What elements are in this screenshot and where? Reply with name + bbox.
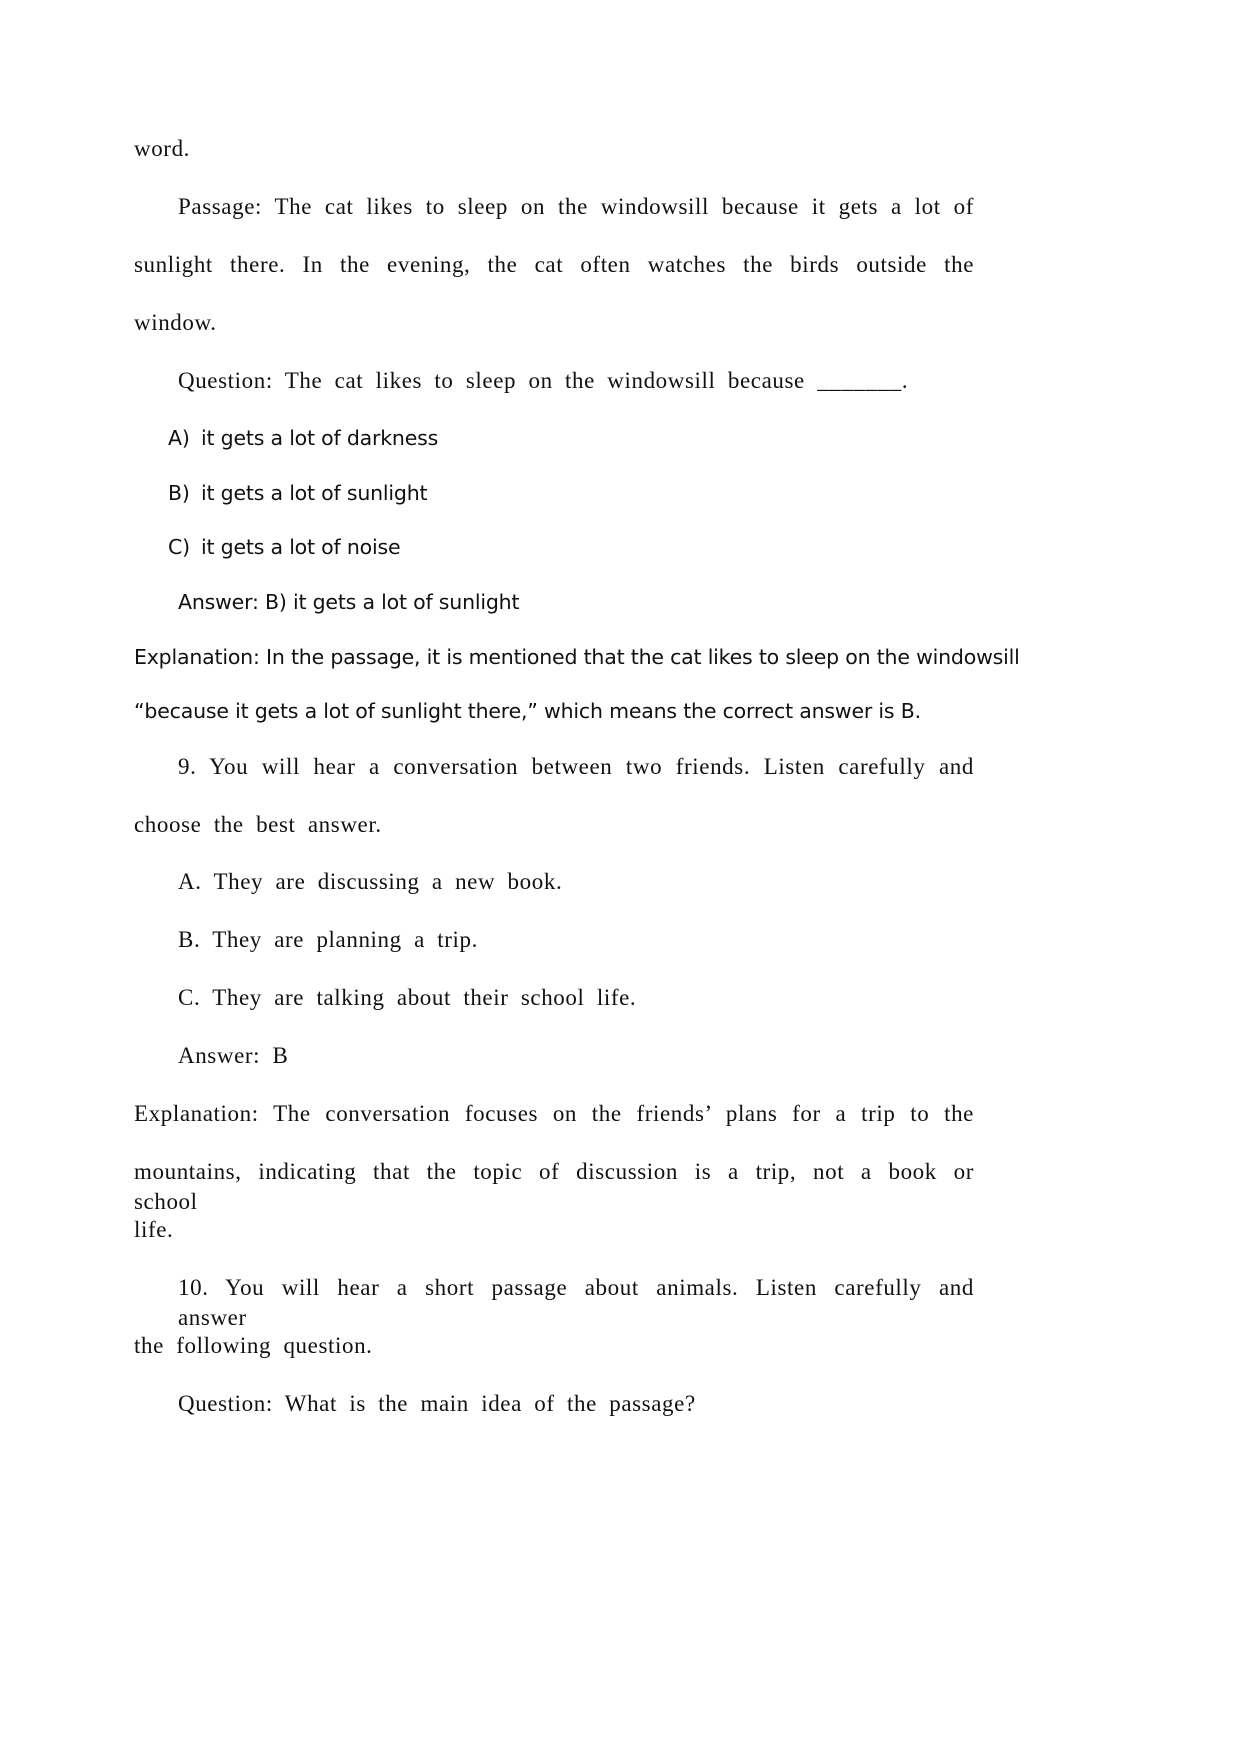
option-letter: B) bbox=[168, 481, 190, 505]
continued-text: word. bbox=[134, 136, 191, 161]
option-text: it gets a lot of darkness bbox=[201, 426, 439, 450]
explanation-9-line-1: Explanation: The conversation focuses on the friends’ plans for a trip to the bbox=[134, 1101, 974, 1126]
question-10-prompt-line-2: the following question. bbox=[134, 1333, 373, 1358]
explanation-8-line-2: “because it gets a lot of sunlight there,” which means the correct answer is B. bbox=[134, 699, 921, 723]
question-10: Question: What is the main idea of the passage? bbox=[178, 1391, 696, 1416]
question-10-prompt-line-1: 10. You will hear a short passage about animals. Listen carefully and answer bbox=[178, 1275, 974, 1330]
option-b bbox=[168, 478, 428, 508]
option-c bbox=[168, 532, 401, 562]
explanation-9-line-3: life. bbox=[134, 1217, 174, 1242]
answer-9: Answer: B bbox=[178, 1043, 289, 1068]
option-letter: A) bbox=[168, 426, 190, 450]
passage-line-2: sunlight there. In the evening, the cat often watches the birds outside the bbox=[134, 252, 974, 277]
option-c: C. They are talking about their school life. bbox=[178, 985, 637, 1010]
option-b: B. They are planning a trip. bbox=[178, 927, 478, 952]
question-9-prompt-line-1: 9. You will hear a conversation between two friends. Listen carefully and bbox=[178, 754, 974, 779]
option-text: it gets a lot of noise bbox=[201, 535, 401, 559]
explanation-9-line-2: mountains, indicating that the topic of discussion is a trip, not a book or school bbox=[134, 1159, 974, 1214]
option-letter: C) bbox=[168, 535, 190, 559]
passage-line-1: Passage: The cat likes to sleep on the windowsill because it gets a lot of bbox=[178, 194, 974, 219]
explanation-8-line-1: Explanation: In the passage, it is mentioned that the cat likes to sleep on the windowsill bbox=[134, 645, 1020, 669]
question-8: Question: The cat likes to sleep on the windowsill because _______. bbox=[178, 368, 909, 393]
question-9-prompt-line-2: choose the best answer. bbox=[134, 812, 382, 837]
option-a bbox=[168, 423, 439, 453]
option-text: it gets a lot of sunlight bbox=[201, 481, 428, 505]
answer-8: Answer: B) it gets a lot of sunlight bbox=[178, 590, 520, 614]
option-a: A. They are discussing a new book. bbox=[178, 869, 563, 894]
passage-line-3: window. bbox=[134, 310, 217, 335]
